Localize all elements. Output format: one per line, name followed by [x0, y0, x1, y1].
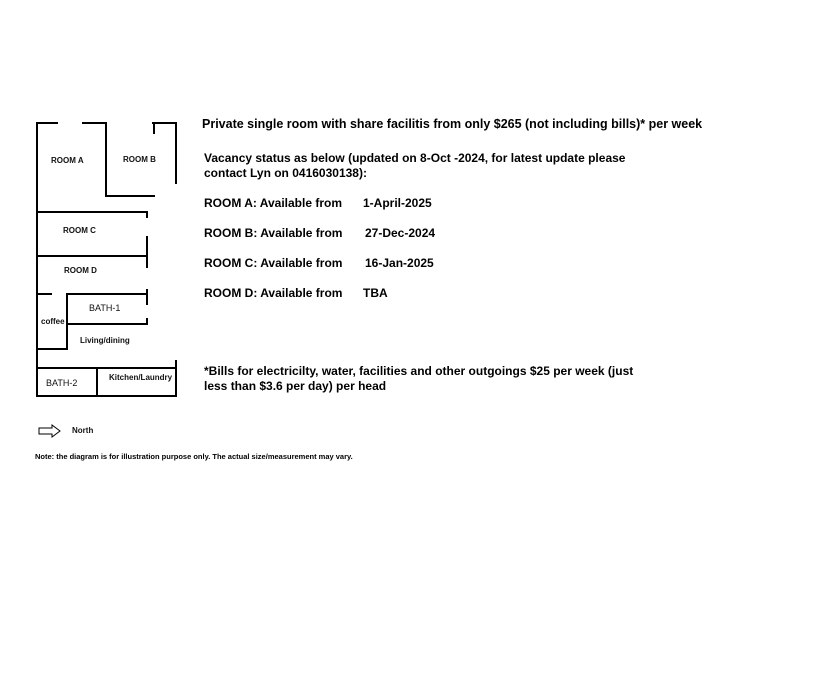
- wall: [175, 122, 177, 184]
- kitchen-laundry-label: Kitchen/Laundry: [109, 373, 173, 382]
- room-b-label: ROOM B: [123, 155, 156, 164]
- room-c-label: ROOM C: [63, 226, 96, 235]
- living-dining-label: Living/dining: [80, 336, 130, 345]
- wall: [66, 293, 68, 348]
- wall: [66, 293, 148, 295]
- availability-room-a: ROOM A: Available from: [204, 196, 343, 210]
- wall: [36, 122, 38, 397]
- bills-line-1: *Bills for electricilty, water, facilities and other outgoings $25 per week (just: [204, 364, 634, 378]
- availability-date-d: TBA: [363, 286, 388, 300]
- wall: [82, 122, 106, 124]
- coffee-label: coffee: [41, 317, 65, 326]
- wall: [175, 360, 177, 397]
- listing-headline: Private single room with share facilitis from only $265 (not including bills)* per week: [202, 117, 703, 131]
- wall: [36, 293, 52, 295]
- wall: [36, 367, 177, 369]
- vacancy-line-2: contact Lyn on 0416030138):: [204, 166, 367, 180]
- wall: [153, 122, 155, 134]
- wall: [36, 255, 148, 257]
- wall: [36, 211, 148, 213]
- wall: [152, 122, 177, 124]
- availability-date-c: 16-Jan-2025: [365, 256, 434, 270]
- availability-date-a: 1-April-2025: [363, 196, 432, 210]
- room-a-label: ROOM A: [51, 156, 84, 165]
- wall: [36, 122, 58, 124]
- vacancy-line-1: Vacancy status as below (updated on 8-Oct -2024, for latest update please: [204, 151, 626, 165]
- wall: [36, 348, 68, 350]
- availability-room-b: ROOM B: Available from: [204, 226, 343, 240]
- arrow-right-icon: [38, 424, 62, 438]
- wall: [96, 367, 98, 397]
- wall: [105, 195, 155, 197]
- bath-1-label: BATH-1: [89, 303, 121, 313]
- north-label: North: [72, 426, 94, 435]
- wall: [66, 323, 148, 325]
- wall: [36, 395, 177, 397]
- room-d-label: ROOM D: [64, 266, 97, 275]
- bills-line-2: less than $3.6 per day) per head: [204, 379, 387, 393]
- diagram-note: Note: the diagram is for illustration purpose only. The actual size/measurement may vary.: [35, 452, 353, 461]
- availability-room-d: ROOM D: Available from: [204, 286, 343, 300]
- wall: [105, 122, 107, 197]
- availability-room-c: ROOM C: Available from: [204, 256, 343, 270]
- wall: [146, 236, 148, 268]
- bath-2-label: BATH-2: [46, 378, 78, 388]
- wall: [146, 318, 148, 325]
- availability-date-b: 27-Dec-2024: [365, 226, 436, 240]
- wall: [146, 211, 148, 218]
- wall: [146, 289, 148, 305]
